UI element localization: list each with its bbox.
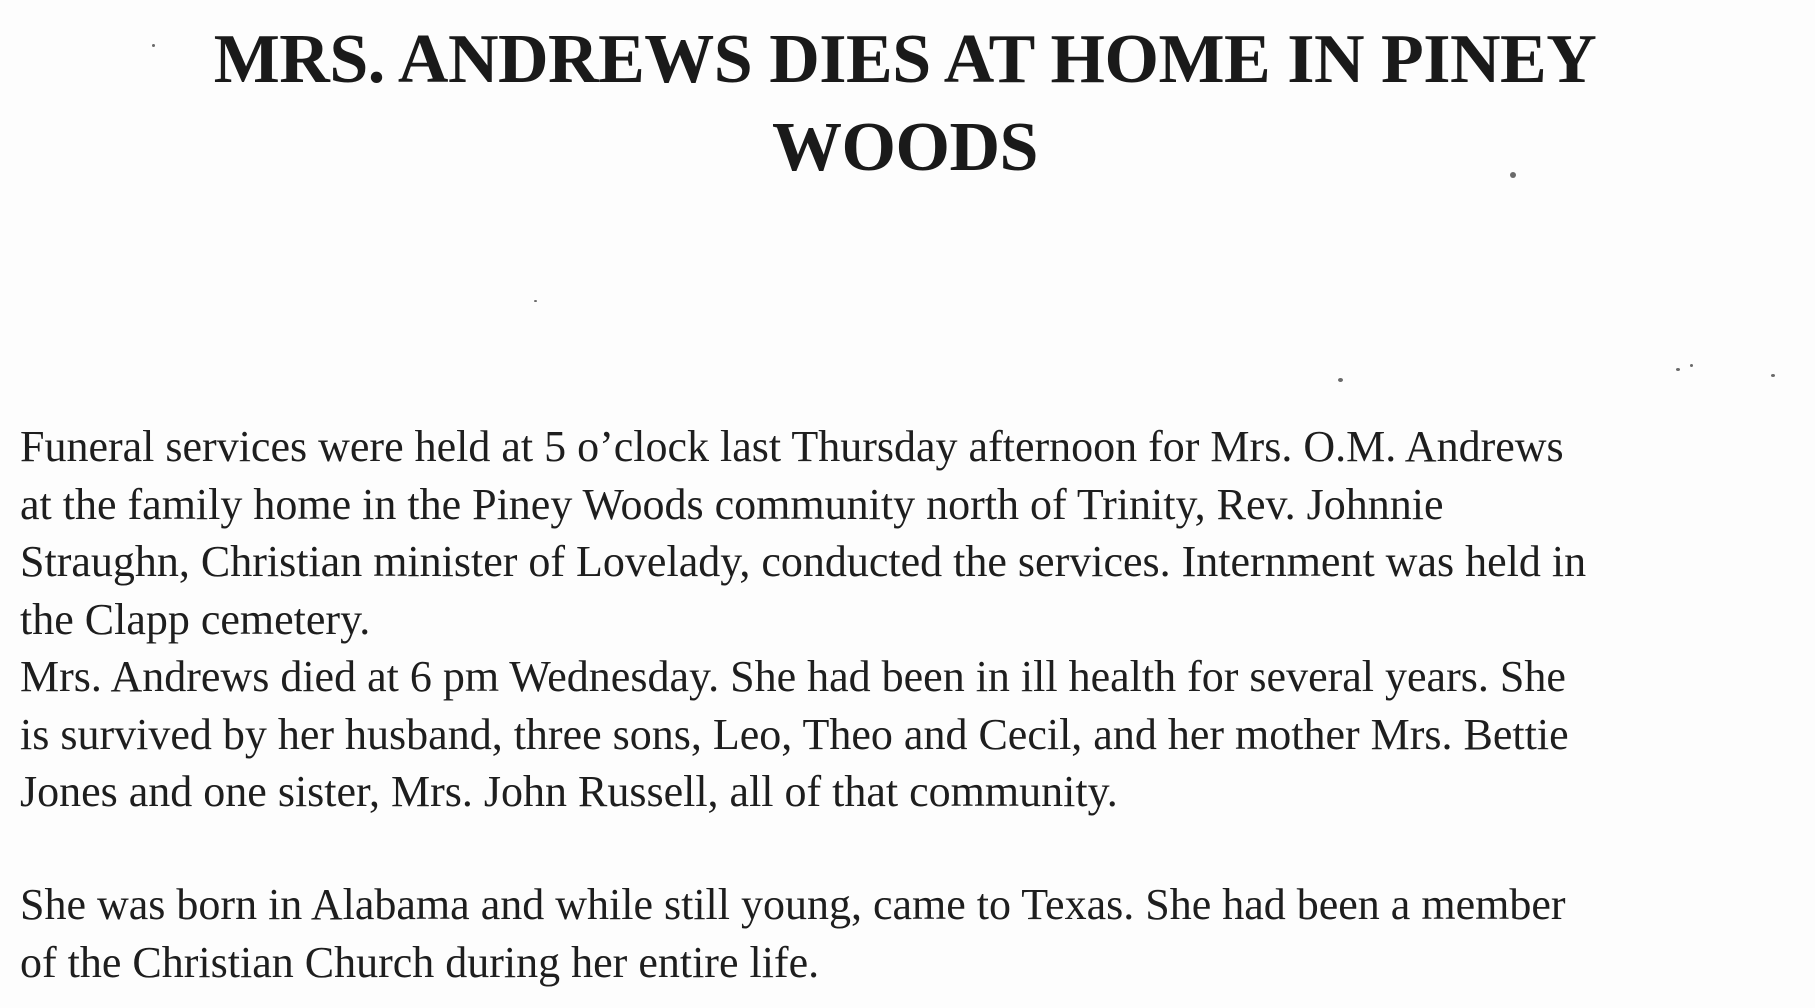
scan-speck xyxy=(1690,364,1693,367)
scan-speck xyxy=(1338,378,1343,382)
scan-speck xyxy=(1510,172,1516,178)
scan-speck xyxy=(1676,368,1680,371)
scan-speck xyxy=(1771,374,1775,377)
paragraph-funeral-details: Funeral services were held at 5 o’clock last Thursday afternoon for Mrs. O.M. Andrews at the family home in the Piney Woods community north of Trinity, Rev. Johnnie Straughn, Christian minister of Lovelady, conducted the services. Internment was held in the Clapp cemetery. Mrs. Andrews died at 6 pm Wednesday. She had been in ill health for several years. She is survived by her husband, three sons, Leo, Theo and Cecil, and her mother Mrs. Bettie Jones and one sister, Mrs. John Russell, all of that community. xyxy=(20,422,1587,816)
scan-speck xyxy=(152,44,155,47)
scan-speck xyxy=(534,300,537,302)
headline: MRS. ANDREWS DIES AT HOME IN PINEY WOODS xyxy=(213,21,1597,186)
paragraph-biography: She was born in Alabama and while still young, came to Texas. She had been a member of the Christian Church during her entire life. xyxy=(20,880,1566,987)
